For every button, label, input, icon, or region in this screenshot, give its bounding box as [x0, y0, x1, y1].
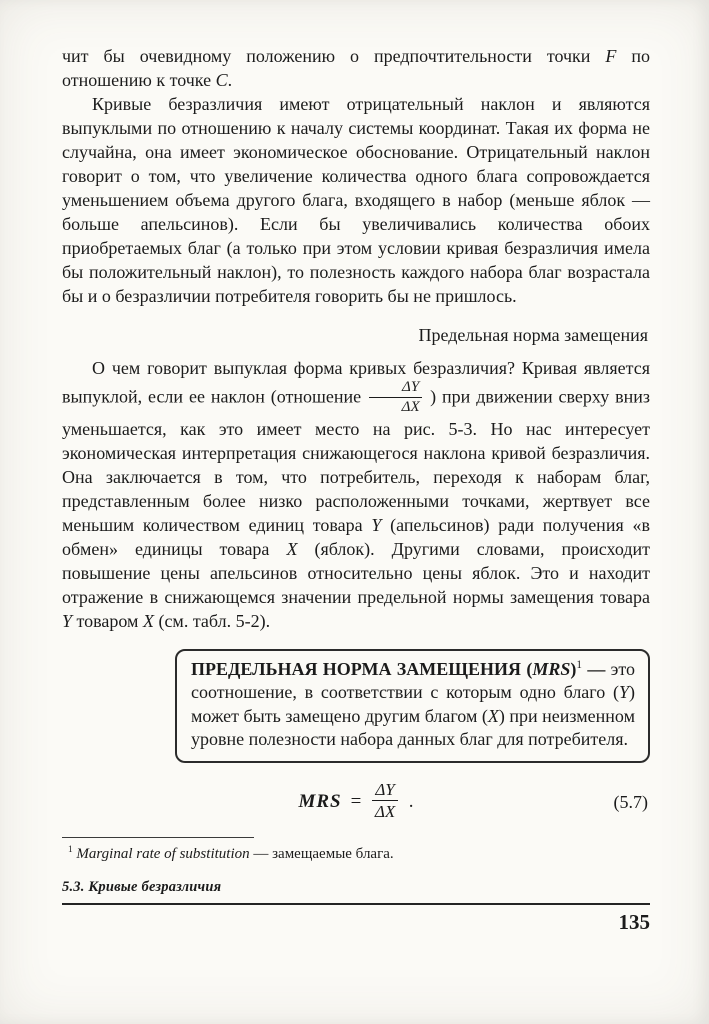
formula-period: .: [408, 790, 414, 812]
text-run: F: [605, 46, 617, 66]
running-footer: 5.3. Кривые безразличия: [62, 878, 222, 895]
page-number: 135: [618, 909, 650, 934]
text-run: ) при движении сверху вниз уменьшается, как это имеет место на рис. 5-3. Но нас интересует экономическая интерпретация снижающегося наклона кривой безразличия. Она заключается в том, что потребитель, переходя к наборам благ, представленным более низко расположенными точками, жертвует все меньшим количеством единиц товара: [62, 386, 650, 535]
inline-fraction: $\frac{\Delta Y}{\Delta X}$: [369, 379, 422, 416]
equals-sign: =: [350, 790, 362, 812]
text-run: (яблок). Другими словами, происходит повышение цены апельсинов относительно цены яблок. Это и находит отражение в снижающемся значении предельной нормы замещения товара: [62, 538, 650, 607]
text-run: это соотношение, в соответствии с которым одно благо (: [191, 658, 636, 703]
text-run: X: [286, 538, 298, 559]
paragraph-indifference-slope: [62, 92, 650, 308]
fraction-numerator: ΔY: [372, 780, 397, 801]
text-run: ): [570, 658, 577, 679]
footnote: [68, 845, 650, 864]
text-run: товаром: [72, 610, 143, 631]
text-run: (см. табл. 5-2).: [153, 610, 271, 631]
fraction-denominator: ΔX: [374, 802, 396, 822]
text-run: чит бы очевидному положению о предпочтительности точки: [62, 46, 606, 66]
footnote-separator: [62, 837, 254, 838]
formula-lhs: MRS: [298, 790, 342, 812]
footer-rule: [62, 903, 650, 905]
text-run: —: [581, 658, 606, 679]
text-run: Y: [618, 682, 629, 703]
text-run: по отношению к точке: [62, 46, 651, 90]
formula-mrs: [62, 781, 650, 823]
text-run: MRS: [532, 658, 571, 679]
section-heading: Предельная норма замещения: [418, 325, 648, 345]
paragraph-continuation: [62, 44, 650, 92]
text-run: 1: [576, 658, 582, 671]
text-run: X: [142, 610, 154, 631]
text-run: Y: [371, 514, 382, 535]
text-run: Marginal rate of substitution: [76, 845, 250, 862]
definition-box: [175, 649, 650, 763]
formula-expression: [298, 781, 413, 822]
text-run: Y: [62, 610, 73, 631]
text-run: Кривые безразличия имеют отрицательный наклон и являются выпуклыми по отношению к началу системы координат. Такая их форма не случайна, она имеет экономическое обоснование. Отрицательный наклон говорит о том, что увеличение количества одного блага сопровождается уменьшением объема другого блага, входящего в набор (меньше яблок — больше апельсинов). Если бы увеличивались количества обоих приобретаемых благ (а только при этом условии кривая безразличия имела бы положительный наклон), то полезность каждого набора благ возрастала бы и о безразличии потребителя говорить бы не пришлось.: [62, 94, 650, 306]
text-run: (апельсинов) ради получения «в обмен» единицы товара: [62, 514, 650, 559]
text-run: О чем говорит выпуклая форма кривых безразличия? Кривая является выпуклой, если ее наклон (отношение: [62, 358, 650, 407]
equation-number: (5.7): [613, 791, 648, 812]
fraction-dy-dx: [372, 780, 397, 821]
text-run: 1: [68, 844, 73, 855]
text-run: — замещаемые блага.: [249, 845, 394, 862]
text-run: .: [227, 70, 233, 90]
definition-text: [191, 658, 635, 752]
text-run: ПРЕДЕЛЬНАЯ НОРМА ЗАМЕЩЕНИЯ (: [191, 658, 533, 679]
text-run: ) может быть замещено другим благом (: [191, 682, 635, 726]
paragraph-convexity: [62, 356, 650, 633]
text-run: ) при неизменном уровне полезности набора данных благ для потребителя.: [191, 705, 635, 750]
text-run: C: [215, 70, 228, 90]
text-run: X: [487, 705, 499, 726]
